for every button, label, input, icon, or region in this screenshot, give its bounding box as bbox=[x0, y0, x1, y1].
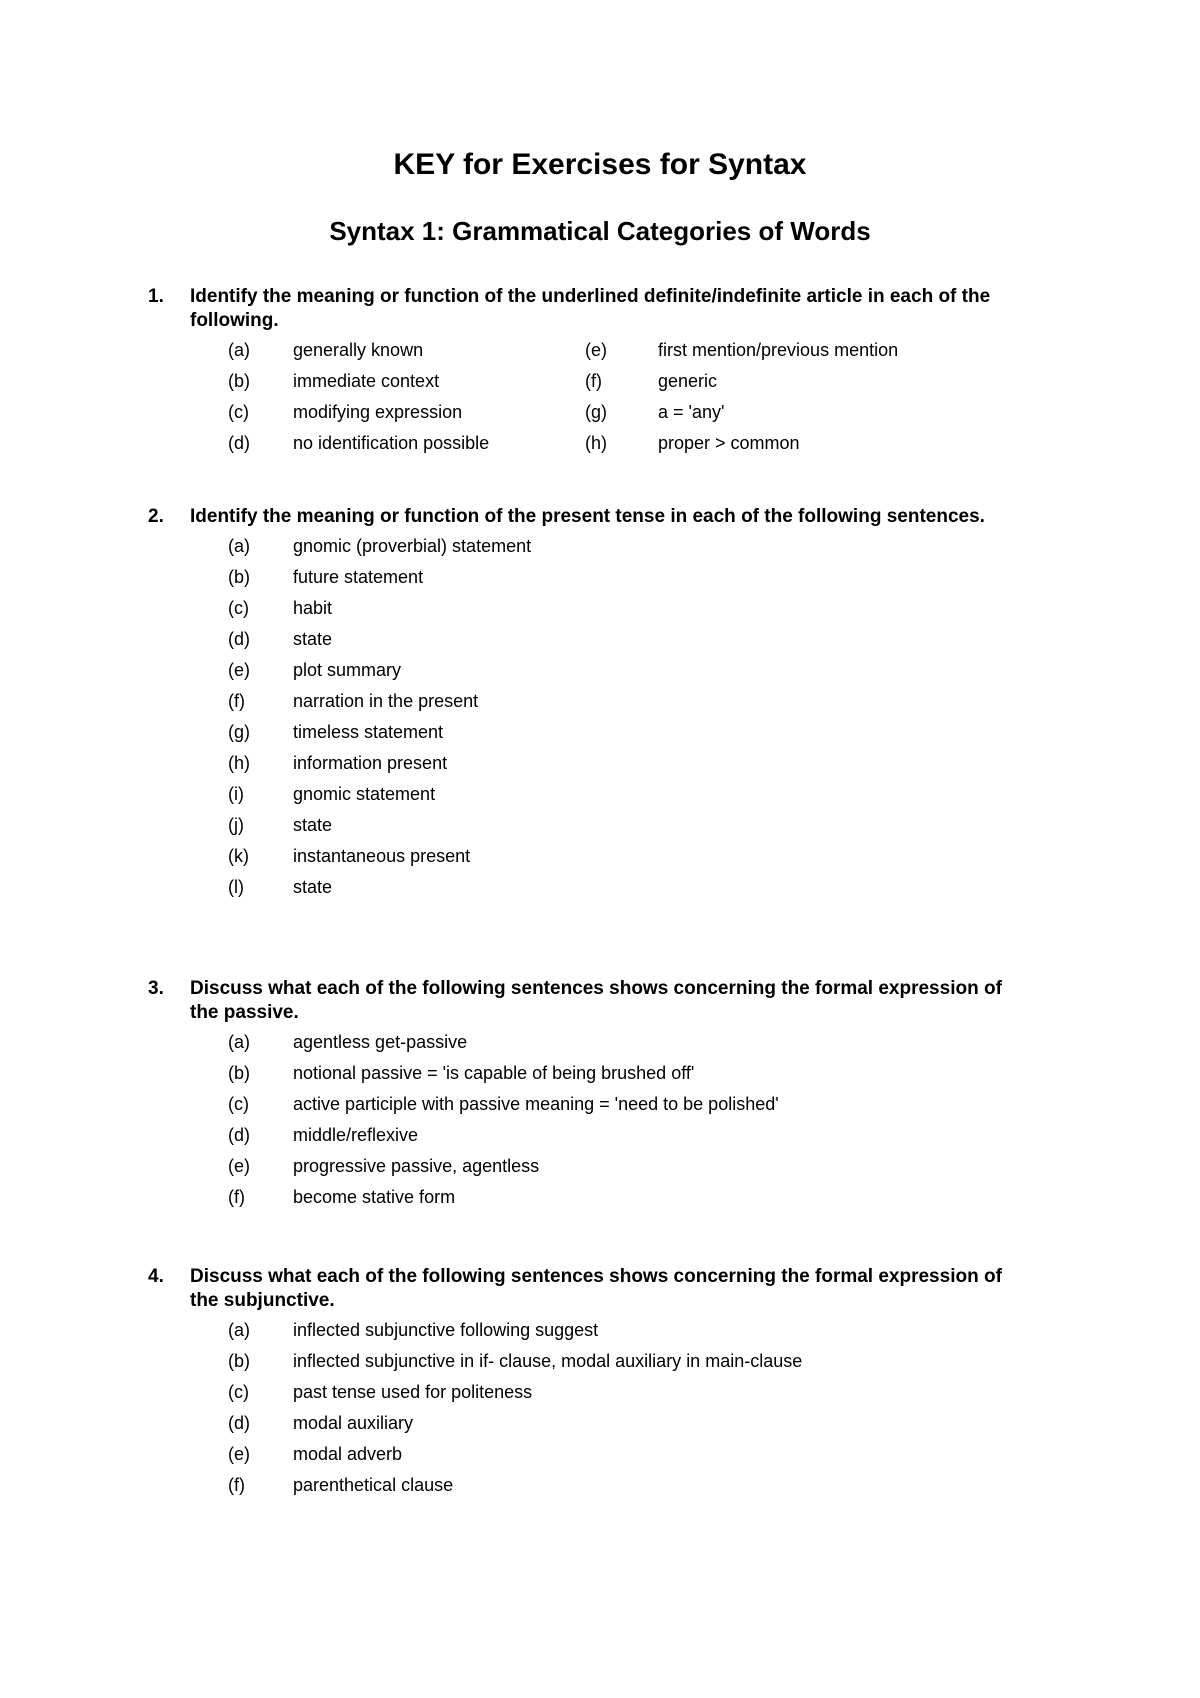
answer-label: (b) bbox=[228, 1063, 250, 1083]
answer-text: timeless statement bbox=[293, 722, 444, 742]
answer-label: (e) bbox=[228, 1444, 250, 1464]
answer-label: (d) bbox=[228, 1413, 250, 1433]
answer-item bbox=[148, 841, 1028, 872]
answer-label: (b) bbox=[228, 567, 250, 587]
answer-label: (c) bbox=[228, 1382, 249, 1402]
answer-text: information present bbox=[293, 753, 448, 773]
question-4-number: 4. bbox=[148, 1266, 164, 1287]
answer-label: (d) bbox=[228, 629, 250, 649]
answer-label: (d) bbox=[228, 1125, 250, 1145]
answer-text: modal adverb bbox=[293, 1444, 403, 1464]
answer-label: (i) bbox=[228, 784, 244, 804]
answer-label: (f) bbox=[228, 1187, 245, 1207]
question-3 bbox=[148, 977, 1028, 1213]
answer-label: (f) bbox=[585, 371, 602, 391]
question-3-prompt: Discuss what each of the following sentences shows concerning the formal expression of the passive. bbox=[190, 978, 1002, 1023]
answer-text: future statement bbox=[293, 567, 424, 587]
answer-text: a = 'any' bbox=[658, 402, 725, 422]
answer-item bbox=[148, 1346, 1028, 1377]
answer-text: first mention/previous mention bbox=[658, 340, 899, 360]
question-1 bbox=[148, 285, 1028, 459]
document-subtitle: Syntax 1: Grammatical Categories of Words bbox=[329, 216, 871, 246]
answer-label: (a) bbox=[228, 536, 250, 556]
answer-label: (c) bbox=[228, 402, 249, 422]
answer-label: (c) bbox=[228, 598, 249, 618]
answer-item bbox=[148, 1027, 1028, 1058]
answer-item bbox=[148, 1439, 1028, 1470]
answer-item bbox=[148, 810, 1028, 841]
answer-text: inflected subjunctive in if- clause, modal auxiliary in main-clause bbox=[293, 1351, 803, 1371]
answer-text: become stative form bbox=[293, 1187, 456, 1207]
answer-text: instantaneous present bbox=[293, 846, 471, 866]
question-1-heading bbox=[148, 285, 1028, 333]
answer-label: (l) bbox=[228, 877, 244, 897]
answer-item bbox=[148, 872, 1028, 903]
answer-item bbox=[148, 748, 1028, 779]
question-2-heading bbox=[148, 505, 1028, 529]
answer-item bbox=[148, 686, 1028, 717]
answer-row bbox=[148, 366, 1028, 397]
answer-row bbox=[148, 335, 1028, 366]
answer-item bbox=[148, 1470, 1028, 1501]
answer-text: modal auxiliary bbox=[293, 1413, 414, 1433]
answer-text: active participle with passive meaning = 'need to be polished' bbox=[293, 1094, 779, 1114]
answer-row bbox=[148, 428, 1028, 459]
answer-text: middle/reflexive bbox=[293, 1125, 419, 1145]
question-2-number: 2. bbox=[148, 506, 164, 527]
answer-text: notional passive = 'is capable of being brushed off' bbox=[293, 1063, 695, 1083]
answer-label: (e) bbox=[585, 340, 607, 360]
answer-text: plot summary bbox=[293, 660, 402, 680]
answer-label: (g) bbox=[228, 722, 250, 742]
answer-text: past tense used for politeness bbox=[293, 1382, 533, 1402]
answer-label: (g) bbox=[585, 402, 607, 422]
answer-text: no identification possible bbox=[293, 433, 490, 453]
answer-item bbox=[148, 1089, 1028, 1120]
answer-item bbox=[148, 531, 1028, 562]
answer-label: (c) bbox=[228, 1094, 249, 1114]
answer-label: (a) bbox=[228, 1032, 250, 1052]
answer-item bbox=[148, 779, 1028, 810]
answer-item bbox=[148, 655, 1028, 686]
answer-text: proper > common bbox=[658, 433, 800, 453]
answer-text: progressive passive, agentless bbox=[293, 1156, 540, 1176]
answer-label: (k) bbox=[228, 846, 249, 866]
answer-item bbox=[148, 1151, 1028, 1182]
answer-text: generally known bbox=[293, 340, 424, 360]
answer-text: habit bbox=[293, 598, 333, 618]
question-4-prompt: Discuss what each of the following sentences shows concerning the formal expression of the subjunctive. bbox=[190, 1266, 1002, 1311]
answer-text: immediate context bbox=[293, 371, 440, 391]
question-4-answers bbox=[148, 1315, 1028, 1501]
question-3-answers bbox=[148, 1027, 1028, 1213]
answer-text: agentless get-passive bbox=[293, 1032, 468, 1052]
answer-label: (d) bbox=[228, 433, 250, 453]
answer-label: (b) bbox=[228, 371, 250, 391]
answer-label: (j) bbox=[228, 815, 244, 835]
answer-item bbox=[148, 593, 1028, 624]
answer-text: gnomic (proverbial) statement bbox=[293, 536, 532, 556]
answer-item bbox=[148, 1120, 1028, 1151]
answer-item bbox=[148, 1408, 1028, 1439]
answer-text: gnomic statement bbox=[293, 784, 436, 804]
question-4-heading bbox=[148, 1265, 1028, 1313]
question-3-heading bbox=[148, 977, 1028, 1025]
answer-label: (e) bbox=[228, 1156, 250, 1176]
document-title: KEY for Exercises for Syntax bbox=[393, 148, 807, 181]
answer-text: state bbox=[293, 877, 333, 897]
answer-item bbox=[148, 624, 1028, 655]
question-3-number: 3. bbox=[148, 978, 164, 999]
question-1-prompt: Identify the meaning or function of the underlined definite/indefinite article in each of the following. bbox=[190, 286, 991, 331]
answer-item bbox=[148, 1315, 1028, 1346]
answer-item bbox=[148, 1058, 1028, 1089]
answer-label: (h) bbox=[585, 433, 607, 453]
question-1-answers bbox=[148, 335, 1028, 459]
answer-text: modifying expression bbox=[293, 402, 463, 422]
answer-label: (e) bbox=[228, 660, 250, 680]
question-2-prompt: Identify the meaning or function of the present tense in each of the following sentences. bbox=[190, 506, 985, 527]
answer-label: (f) bbox=[228, 1475, 245, 1495]
answer-label: (b) bbox=[228, 1351, 250, 1371]
question-2 bbox=[148, 505, 1028, 903]
answer-label: (h) bbox=[228, 753, 250, 773]
answer-text: state bbox=[293, 815, 333, 835]
answer-label: (a) bbox=[228, 1320, 250, 1340]
question-2-answers bbox=[148, 531, 1028, 903]
answer-text: inflected subjunctive following suggest bbox=[293, 1320, 599, 1340]
answer-item bbox=[148, 1182, 1028, 1213]
answer-text: state bbox=[293, 629, 333, 649]
answer-item bbox=[148, 562, 1028, 593]
question-1-number: 1. bbox=[148, 286, 164, 307]
answer-label: (f) bbox=[228, 691, 245, 711]
answer-text: generic bbox=[658, 371, 718, 391]
answer-text: parenthetical clause bbox=[293, 1475, 454, 1495]
answer-item bbox=[148, 717, 1028, 748]
answer-label: (a) bbox=[228, 340, 250, 360]
answer-row bbox=[148, 397, 1028, 428]
answer-text: narration in the present bbox=[293, 691, 479, 711]
question-4 bbox=[148, 1265, 1028, 1501]
answer-item bbox=[148, 1377, 1028, 1408]
